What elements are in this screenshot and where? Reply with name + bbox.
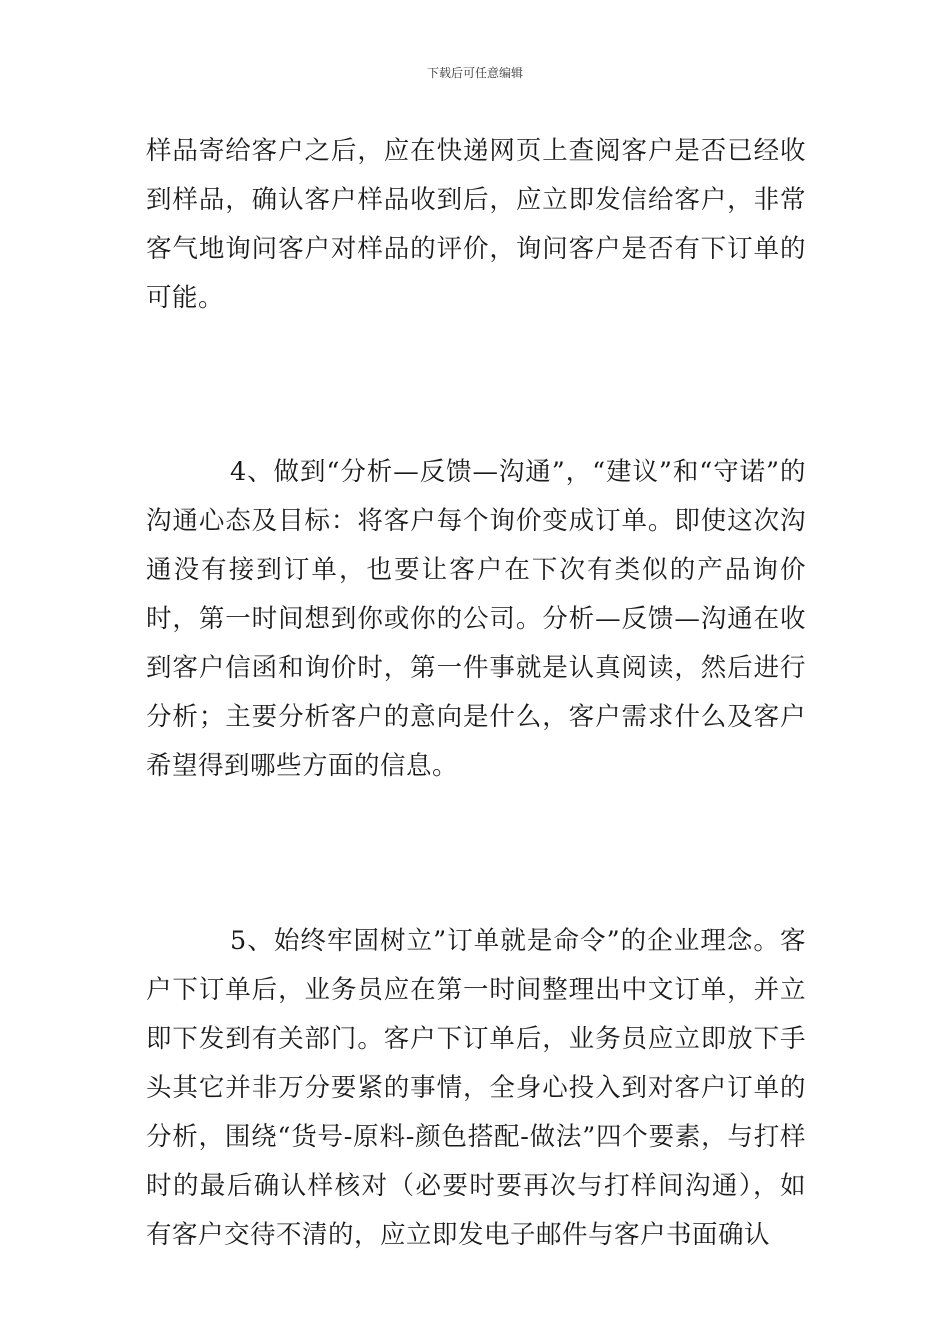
page-header-note: 下载后可任意编辑 bbox=[426, 66, 523, 80]
paragraph-point-5: 5、始终牢固树立”订单就是命令”的企业理念。客户下订单后，业务员应在第一时间整理出中文订单，并立即下发到有关部门。客户下订单后，业务员应立即放下手头其它并非万分要紧的事情，全身心投入到对客户订单的分析，围绕“货号-原料-颜色搭配-做法”四个要素，与打样时的最后确认样核对（必要时要再次与打样间沟通），如有客户交待不清的，应立即发电子邮件与客户书面确认 bbox=[146, 926, 806, 1250]
paragraph-sample-followup: 样品寄给客户之后，应在快递网页上查阅客户是否已经收到样品，确认客户样品收到后，应立即发信给客户，非常客气地询问客户对样品的评价，询问客户是否有下订单的可能。 bbox=[146, 136, 806, 313]
paragraph-point-4: 4、做到“分析—反馈—沟通”，“建议”和“守诺”的沟通心态及目标：将客户每个询价变成订单。即使这次沟通没有接到订单，也要让客户在下次有类似的产品询价时，第一时间想到你或你的公司。分析—反馈—沟通在收到客户信函和询价时，第一件事就是认真阅读，然后进行分析；主要分析客户的意向是什么，客户需求什么及客户希望得到哪些方面的信息。 bbox=[146, 457, 806, 781]
document-body bbox=[146, 127, 806, 1260]
